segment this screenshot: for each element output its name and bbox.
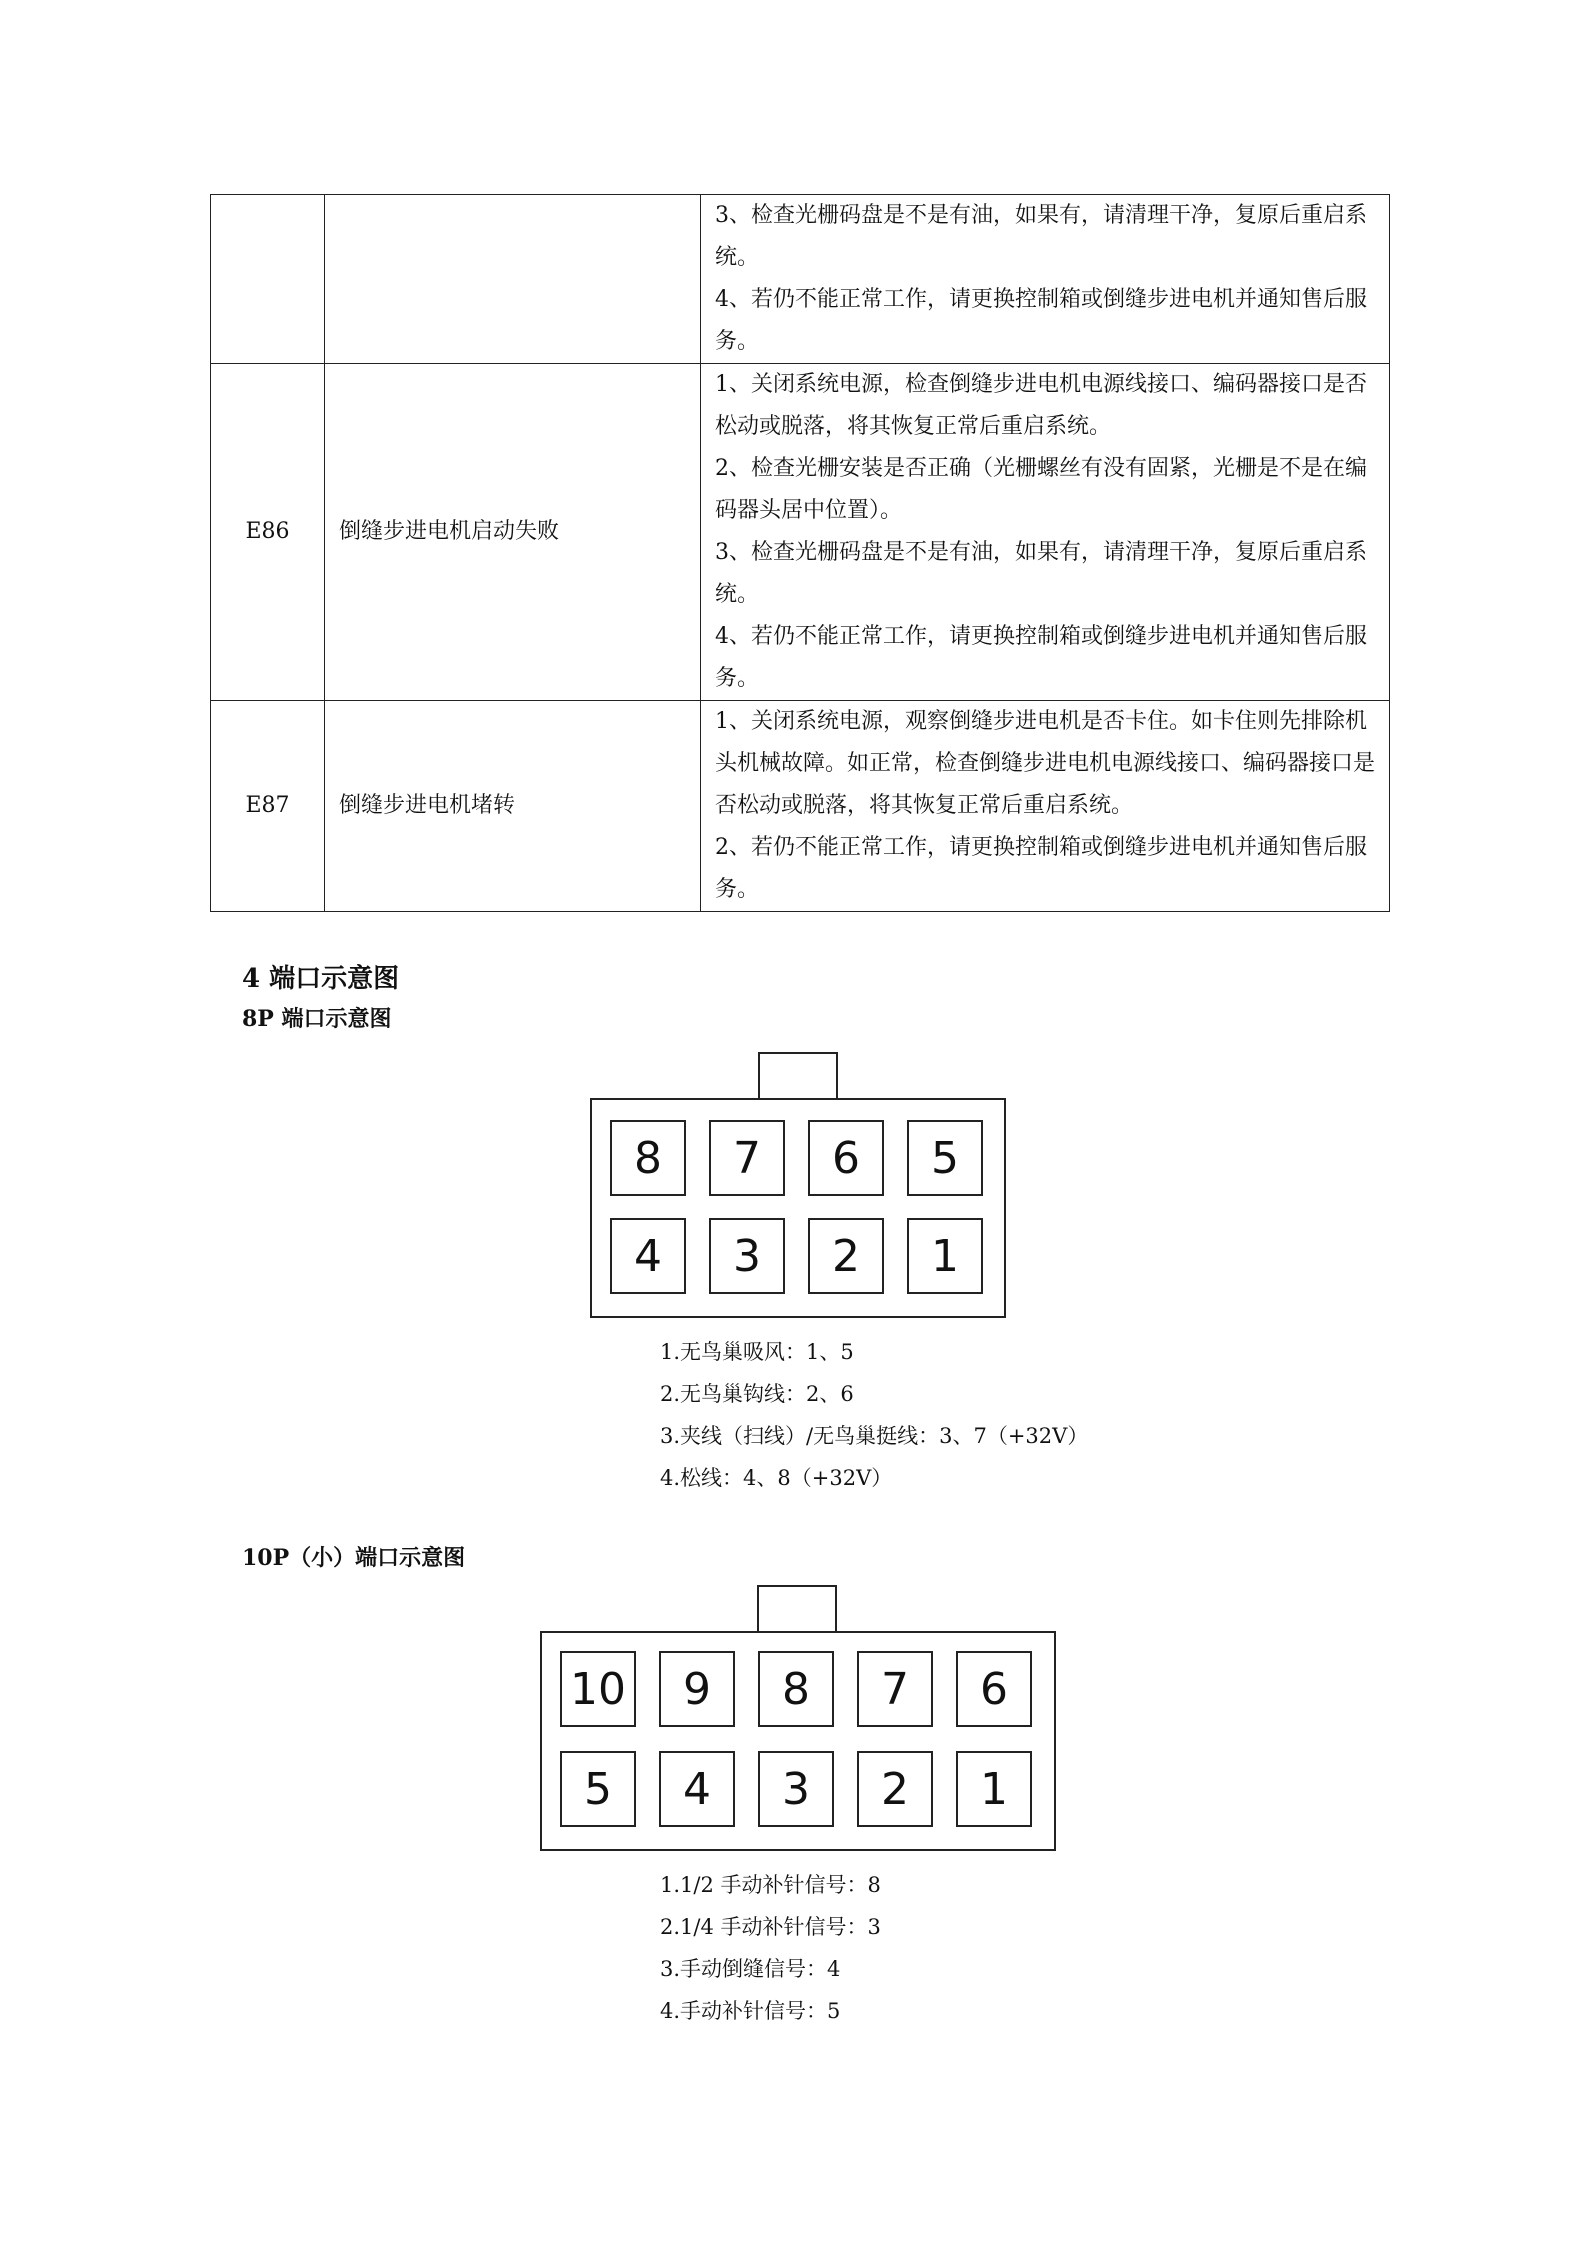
note-item: 1.1/2 手动补针信号：8	[660, 1873, 881, 1897]
note-item: 2.1/4 手动补针信号：3	[660, 1915, 881, 1939]
error-code: E86	[211, 364, 325, 701]
port-8p-title: 8P 端口示意图	[242, 1006, 392, 1032]
error-steps	[701, 701, 1390, 912]
table-row	[211, 701, 1390, 912]
pin-5: 5	[907, 1120, 983, 1196]
pin-2: 2	[808, 1218, 884, 1294]
step-text: 2、若仍不能正常工作，请更换控制箱或倒缝步进电机并通知售后服务。	[715, 835, 1367, 902]
pin-6: 6	[956, 1651, 1032, 1727]
pin-3: 3	[758, 1751, 834, 1827]
pin-8: 8	[758, 1651, 834, 1727]
connector-latch	[758, 1052, 838, 1100]
port-10p-notes	[660, 1864, 881, 2032]
error-steps	[701, 364, 1390, 701]
connector-latch	[757, 1585, 837, 1633]
step-text: 4、若仍不能正常工作，请更换控制箱或倒缝步进电机并通知售后服务。	[715, 287, 1367, 354]
note-item: 4.松线：4、8（+32V）	[660, 1466, 893, 1490]
pin-7: 7	[709, 1120, 785, 1196]
note-item: 1.无鸟巢吸风：1、5	[660, 1340, 854, 1364]
pin-10: 10	[560, 1651, 636, 1727]
error-code	[211, 195, 325, 364]
port-10p-diagram	[540, 1585, 1058, 1853]
pin-6: 6	[808, 1120, 884, 1196]
pin-1: 1	[956, 1751, 1032, 1827]
pin-1: 1	[907, 1218, 983, 1294]
pin-5: 5	[560, 1751, 636, 1827]
step-text: 4、若仍不能正常工作，请更换控制箱或倒缝步进电机并通知售后服务。	[715, 624, 1367, 691]
port-8p-notes	[660, 1331, 1088, 1499]
pin-3: 3	[709, 1218, 785, 1294]
error-name: 倒缝步进电机堵转	[325, 701, 701, 912]
table-row	[211, 195, 1390, 364]
pin-8: 8	[610, 1120, 686, 1196]
error-name	[325, 195, 701, 364]
step-text: 2、检查光栅安装是否正确（光栅螺丝有没有固紧，光栅是不是在编码器头居中位置）。	[715, 456, 1367, 523]
pin-2: 2	[857, 1751, 933, 1827]
step-text: 3、检查光栅码盘是不是有油，如果有，请清理干净，复原后重启系统。	[715, 203, 1367, 270]
step-text: 3、检查光栅码盘是不是有油，如果有，请清理干净，复原后重启系统。	[715, 540, 1367, 607]
error-table	[210, 194, 1390, 912]
pin-4: 4	[610, 1218, 686, 1294]
pin-7: 7	[857, 1651, 933, 1727]
error-steps	[701, 195, 1390, 364]
note-item: 3.夹线（扫线）/无鸟巢挺线：3、7（+32V）	[660, 1424, 1089, 1448]
section-title: 4 端口示意图	[242, 964, 400, 994]
note-item: 3.手动倒缝信号：4	[660, 1957, 841, 1981]
port-10p-title: 10P（小）端口示意图	[242, 1545, 466, 1571]
error-code: E87	[211, 701, 325, 912]
table-row	[211, 364, 1390, 701]
note-item: 2.无鸟巢钩线：2、6	[660, 1382, 854, 1406]
port-8p-diagram	[590, 1052, 1006, 1320]
note-item: 4.手动补针信号：5	[660, 1999, 841, 2023]
pin-4: 4	[659, 1751, 735, 1827]
error-name: 倒缝步进电机启动失败	[325, 364, 701, 701]
step-text: 1、关闭系统电源，观察倒缝步进电机是否卡住。如卡住则先排除机头机械故障。如正常，检查倒缝步进电机电源线接口、编码器接口是否松动或脱落，将其恢复正常后重启系统。	[715, 709, 1376, 818]
pin-9: 9	[659, 1651, 735, 1727]
step-text: 1、关闭系统电源，检查倒缝步进电机电源线接口、编码器接口是否松动或脱落，将其恢复正常后重启系统。	[715, 372, 1367, 439]
